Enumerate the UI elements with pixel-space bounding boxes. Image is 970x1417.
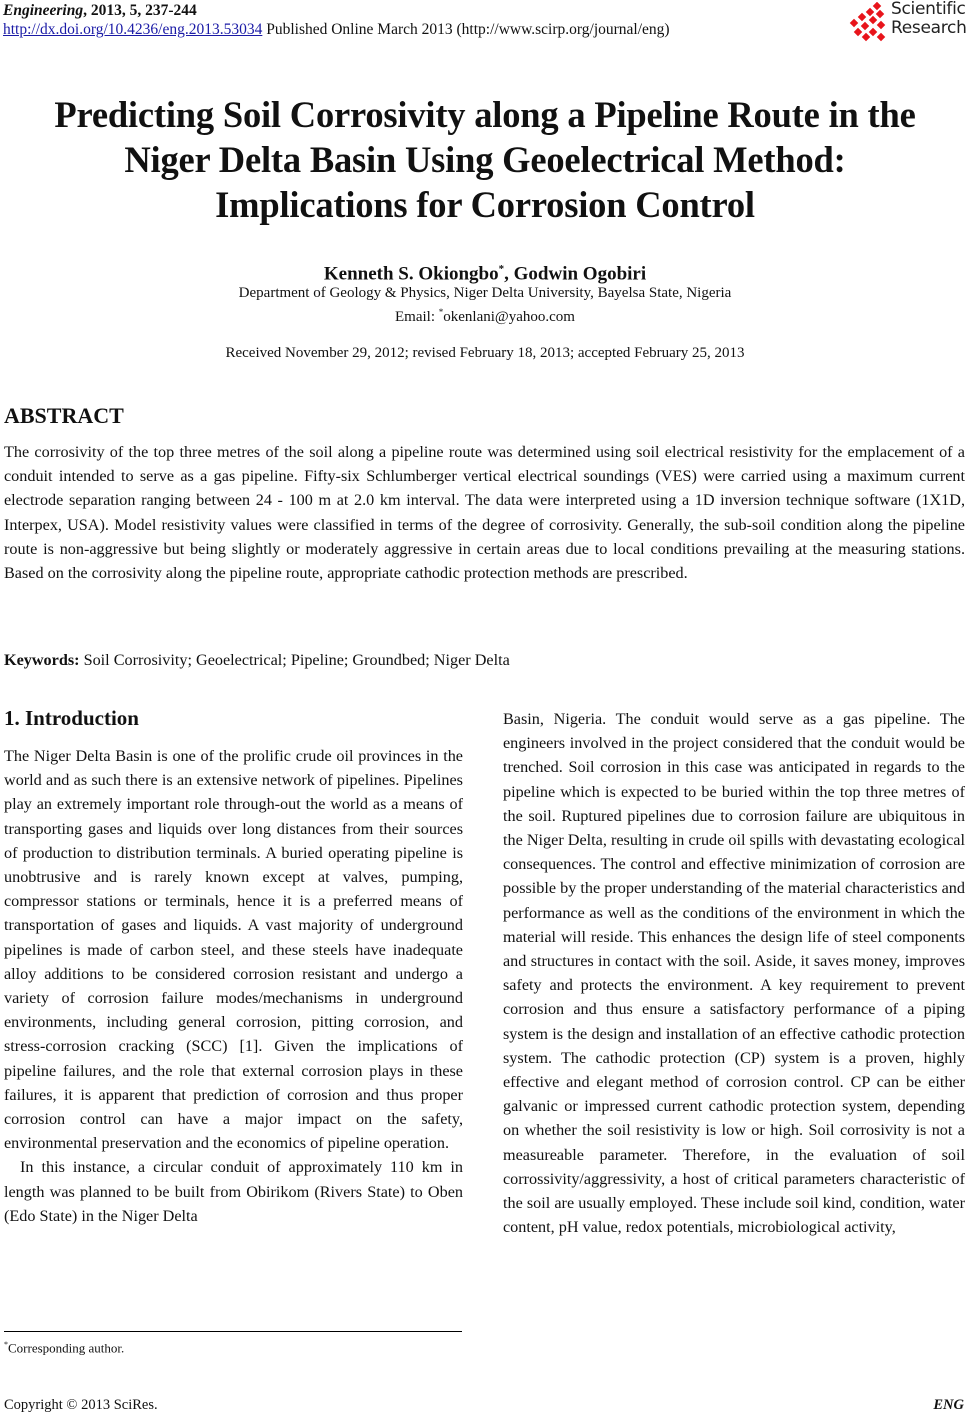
corresponding-mark: * xyxy=(498,263,505,275)
email-line xyxy=(0,303,970,327)
logo-line-2: Research xyxy=(891,18,967,38)
scientific-research-logo xyxy=(849,0,969,44)
doi-link[interactable]: http://dx.doi.org/10.4236/eng.2013.53034 xyxy=(3,21,263,38)
author-separator: , xyxy=(504,263,514,285)
title-line-3: Implications for Corrosion Control xyxy=(215,184,755,225)
copyright: Copyright © 2013 SciRes. xyxy=(4,1397,158,1413)
received-dates: Received November 29, 2012; revised February 18, 2013; accepted February 25, 2013 xyxy=(225,345,745,361)
logo-text xyxy=(891,0,967,38)
affiliation: Department of Geology & Physics, Niger Delta University, Bayelsa State, Nigeria xyxy=(238,285,732,301)
keywords-list: Soil Corrosivity; Geoelectrical; Pipeline; Groundbed; Niger Delta xyxy=(79,651,510,669)
intro-paragraph-2-continued: Basin, Nigeria. The conduit would serve as a gas pipeline. The engineers involved in the project considered that the conduit would be trenched. Soil corrosion in this case was anticipated in regards to the pipeline which is expected to be buried within the top three metres of the soil. Ruptured pipelines due to corrosion failure are ubiquitous in the Niger Delta, resulting in crude oil spills with devastating ecological consequences. The control and effective minimization of corrosion are possible by the proper understanding of the material characteristics and performance as well as the conditions of the environment in which the material will reside. This enhances the design life of steel components and structures in contact with the soil. Aside, it saves money, improves safety and protects the environment. A key requirement to prevent corrosion and thus ensure a satisfactory performance of a piping system is the design and installation of an effective cathodic protection system. The cathodic protection (CP) system is a proven, highly effective and elegant method of corrosion control. CP can be either galvanic or impressed current cathodic protection system, depending on whether the soil resistivity is low or high. Soil corrosivity is not a measureable parameter. Therefore, in the evaluation of soil corrossivity/aggressivity, a host of critical parameters characteristic of the soil are usually employed. These include soil kind, condition, water content, pH value, redox potentials, microbiological activity, xyxy=(503,710,965,1237)
journal-abbreviation: ENG xyxy=(933,1397,964,1413)
journal-volume-pages: , 2013, 5, 237-244 xyxy=(83,2,197,19)
intro-paragraph-1: The Niger Delta Basin is one of the prolific crude oil provinces in the world and as such there is an extensive network of pipelines. Pipelines play an extremely important role through-out the world as a means of transporting gases and liquids over long distances from their sources of production to distribution terminals. A buried operating pipeline is unobtrusive and is rarely known except at valves, pumping, compressor stations or terminals, hence it is a preferred means of transportation of gases and liquids. A vast majority of underground pipelines is made of carbon steel, and these steels have inadequate alloy additions to be considered corrosion resistant and undergo a variety of corrosion failure modes/mechanisms in underground environments, including general corrosion, pitting corrosion, and stress-corrosion cracking (SCC) [1]. Given the implications of pipeline failures, and the role that external corrosion plays in these failures, it is apparent that prediction of corrosion and thus proper corrosion control can have a major impact on the safety, environmental preservation and the economics of pipeline operation. xyxy=(4,747,463,1153)
email-mark: * xyxy=(438,307,444,317)
section-heading-introduction: 1. Introduction xyxy=(4,706,139,730)
journal-citation xyxy=(3,2,197,20)
email-address[interactable]: okenlani@yahoo.com xyxy=(443,309,575,325)
logo-line-1: Scientific xyxy=(891,0,966,19)
author-2: Godwin Ogobiri xyxy=(513,263,647,285)
abstract-text: The corrosivity of the top three metres of the soil along a pipeline route was determined using soil electrical resistivity for the emplacement of a conduit intended to serve as a gas pipeline. Fifty-six Schlumberger vertical electrical soundings (VES) were carried using a maximum current electrode separation ranging between 24 - 100 m at 2.0 km interval. The data were interpreted using a 1D inversion technique software (1X1D, Interpex, USA). Model resistivity values were classified in terms of the degree of corrosivity. Generally, the sub-soil condition along the pipeline route is non-aggressive but being slightly or moderately aggressive in certain areas due to local conditions prevailing at the measuring stations. Based on the corrosivity along the pipeline route, appropriate cathodic protection methods are prescribed. xyxy=(4,443,965,583)
title-line-1: Predicting Soil Corrosivity along a Pipeline Route in the xyxy=(54,94,916,135)
article-title xyxy=(0,92,970,227)
diamond-cluster-logo-icon xyxy=(849,2,889,42)
footnote xyxy=(4,1337,124,1356)
right-column xyxy=(503,707,965,1239)
abstract-heading: ABSTRACT xyxy=(4,403,124,428)
footnote-text: Corresponding author. xyxy=(8,1340,125,1356)
journal-name: Engineering xyxy=(3,2,84,19)
keywords xyxy=(4,650,510,670)
author-list xyxy=(0,257,970,286)
email-label: Email: xyxy=(395,309,439,325)
published-text: Published Online March 2013 (http://www.scirp.org/journal/eng) xyxy=(262,21,670,38)
title-line-2: Niger Delta Basin Using Geoelectrical Method: xyxy=(124,139,846,180)
footnote-mark: * xyxy=(4,1340,8,1349)
doi-line xyxy=(3,21,670,39)
author-1: Kenneth S. Okiongbo xyxy=(323,263,499,285)
footnote-divider xyxy=(4,1331,462,1332)
keywords-label: Keywords: xyxy=(4,651,80,669)
left-column xyxy=(4,744,463,1228)
intro-paragraph-2: In this instance, a circular conduit of approximately 110 km in length was planned to be built from Obirikom (Rivers State) to Oben (Edo State) in the Niger Delta xyxy=(4,1158,463,1225)
